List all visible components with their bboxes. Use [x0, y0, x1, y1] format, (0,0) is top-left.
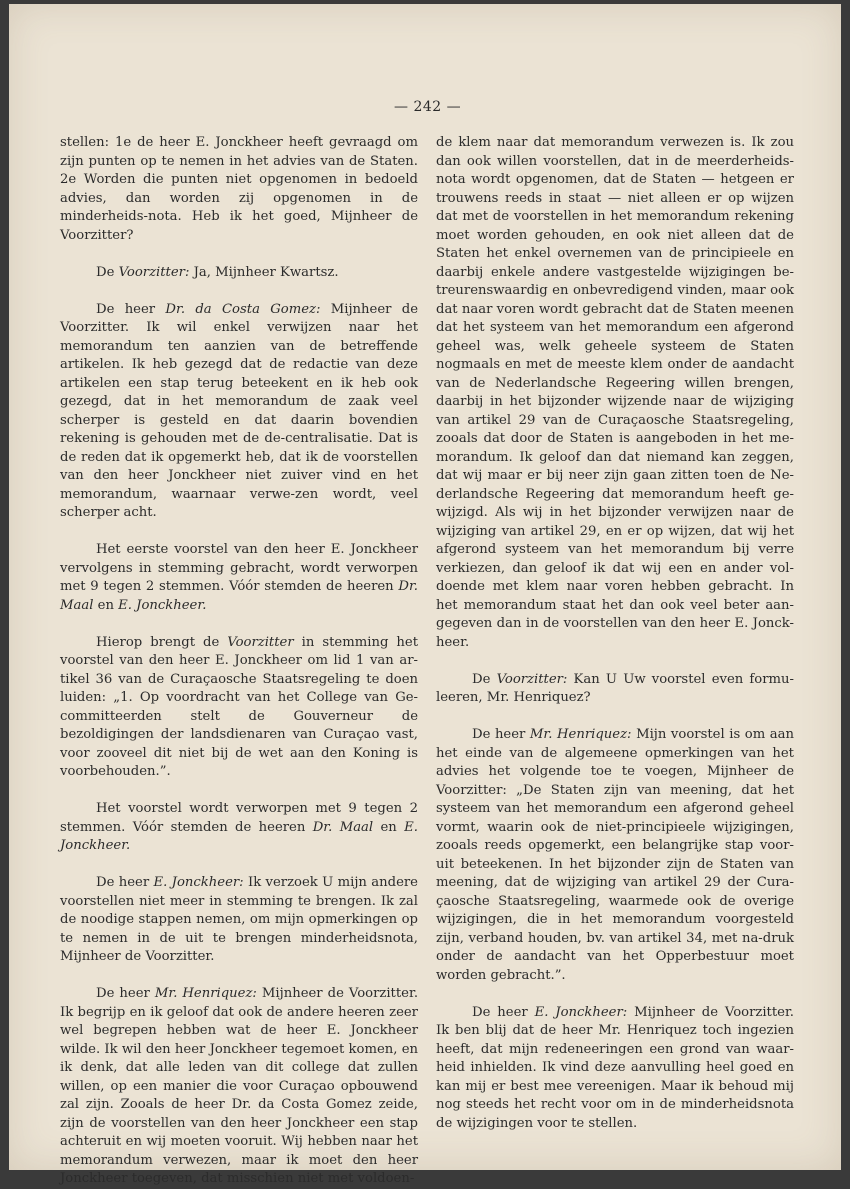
paragraph: stellen: 1e de heer E. Jonckheer heeft gevraagd om zijn punten op te nemen in het advies van de Staten. 2e Worden die punten niet opgenomen in bedoeld advies, dan worden zij opgenomen in de minderheids-nota. Heb ik het goed, Mijnheer de Voorzitter?	[60, 135, 418, 243]
voter-name: E. Jonckheer.	[118, 597, 207, 613]
speaker-name: E. Jonckheer:	[534, 1004, 628, 1020]
paragraph: de klem naar dat memorandum verwezen is. Ik zou dan ook willen voorstellen, dat in de meerderheids-nota wordt opgenomen, dat de Staten — hetgeen er trouwens reeds in staat — niet alleen er op wijzen dat met de voorstellen in het memorandum rekening moet worden gehouden, en ook niet alleen dat de Staten het enkel overnemen van de principieele en daarbij enkele andere vastgestelde wijzigingen be-treurenswaardig en onbevredigend vinden, maar ook dat naar voren wordt gebracht dat de Staten meenen dat het systeem van het memorandum een afgerond geheel was, welk geheele systeem de Staten nogmaals en met de meeste klem onder de aandacht van de Nederlandsche Regeering willen brengen, daarbij in het bijzonder wijzende naar de wijziging van artikel 29 van de Curaçaosche Staatsregeling, zooals dat door de Staten is aangeboden in het me-morandum. Ik geloof dan dat niemand kan zeggen, dat wij maar er bij neer zijn gaan zitten toen de Ne-derlandsche Regeering dat memorandum heeft ge-wijzigd. Als wij in het bijzonder verwijzen naar de wijziging van artikel 29, en er op wijzen, dat wij het afgerond systeem van het memorandum bij verre verkiezen, dan geloof ik dat wij een en ander vol-doende met klem naar voren hebben gebracht. In het memorandum staat het dan ook veel beter aan-gegeven dan in de voorstellen van den heer E. Jonck-heer.	[436, 135, 794, 650]
paragraph: De heer Mr. Henriquez: Mijn voorstel is om aan het einde van de algemeene opmerkingen van het advies het volgende toe te voegen, Mijnheer de Voorzitter: „De Staten zijn van meening, dat het systeem van het memorandum een afgerond geheel vormt, waarin ook de niet-principieele wijzigingen, zooals reeds opgemerkt, een belangrijke stap voor-uit beteekenen. In het bijzonder zijn de Staten van meening, dat de wijziging van artikel 29 der Cura-çaosche Staatsregeling, waarmede ook de overige wijzigingen, die in het memorandum voorgesteld zijn, verband houden, bv. van artikel 34, met na-druk onder de aandacht van het Opperbestuur moet worden gebracht.”.	[436, 727, 794, 983]
paragraph: Het voorstel wordt verworpen met 9 tegen 2 stemmen. Vóór stemden de heeren Dr. Maal en E. Jonckheer.	[60, 801, 418, 853]
paragraph: Hierop brengt de Voorzitter in stemming het voorstel van den heer E. Jonckheer om lid 1 van ar-tikel 36 van de Curaçaosche Staatsregeling te doen luiden: „1. Op voordracht van het College van Ge-committeerden stelt de Gouverneur de bezoldigingen der landsdienaren van Curaçao vast, voor zooveel dit niet bij de wet aan den Koning is voorbehouden.”.	[60, 634, 418, 779]
paragraph: De heer E. Jonckheer: Mijnheer de Voorzitter. Ik ben blij dat de heer Mr. Henriquez toch ingezien heeft, dat mijn redeneeringen een grond van waar-heid inhielden. Ik vind deze aanvulling heel goed en kan mij er best mee vereenigen. Maar ik behoud mij nog steeds het recht voor om in de minderheidsnota de wijzigingen voor te stellen.	[436, 1004, 794, 1131]
speaker-name: Mr. Henriquez:	[529, 727, 632, 742]
speaker-name: Voorzitter:	[118, 264, 190, 280]
paragraph: De heer E. Jonckheer: Ik verzoek U mijn andere voorstellen niet meer in stemming te brengen. Ik zal de noodige stappen nemen, om mijn opmerkingen op te nemen in de uit te brengen minderheidsnota, Mijnheer de Voorzitter.	[60, 875, 418, 964]
paragraph: De Voorzitter: Ja, Mijnheer Kwartsz.	[96, 264, 339, 280]
voter-name: Dr. Maal	[60, 579, 418, 613]
speaker-name: Voorzitter	[227, 634, 294, 650]
voter-name: Dr. Maal	[312, 819, 374, 835]
left-column	[60, 134, 418, 1189]
paragraph: Het eerste voorstel van den heer E. Jonckheer vervolgens in stemming gebracht, wordt verworpen met 9 tegen 2 stemmen. Vóór stemden de heeren Dr. Maal en E. Jonckheer.	[60, 542, 418, 613]
speaker-name: E. Jonckheer:	[153, 875, 244, 890]
voter-name: E. Jonckheer.	[60, 819, 418, 853]
page-number: — 242 —	[394, 99, 462, 115]
right-column	[436, 134, 794, 1133]
speaker-name: Voorzitter:	[496, 671, 568, 687]
speaker-name: Mr. Henriquez:	[154, 986, 257, 1001]
paragraph: De heer Mr. Henriquez: Mijnheer de Voorzitter. Ik begrijp en ik geloof dat ook de andere heeren zeer wel begrepen hebben wat de heer E. Jonckheer wilde. Ik wil den heer Jonckheer tegemoet komen, en ik denk, dat alle leden van dit college dat zullen willen, op een manier die voor Curaçao opbouwend zal zijn. Zooals de heer Dr. da Costa Gomez zeide, zijn de voorstellen van den heer Jonckheer een stap achteruit en wij moeten vooruit. Wij hebben naar het memorandum verwezen, maar ik moet den heer Jonckheer toegeven, dat misschien niet met voldoen-	[60, 986, 419, 1186]
paragraph: De Voorzitter: Kan U Uw voorstel even formu-leeren, Mr. Henriquez?	[436, 671, 794, 705]
speaker-name: Dr. da Costa Gomez:	[165, 301, 321, 317]
document-page	[9, 4, 841, 1186]
paragraph: De heer Dr. da Costa Gomez: Mijnheer de Voorzitter. Ik wil enkel verwijzen naar het memorandum ten aanzien van de betreffende artikelen. Ik heb gezegd dat de redactie van deze artikelen een stap terug beteekent en ik heb ook gezegd, dat in het memorandum de zaak veel scherper is gesteld en dat daarin bovendien rekening is gehouden met de de-centralisatie. Dat is de reden dat ik opgemerkt heb, dat ik de voorstellen van den heer Jonckheer niet zuiver vind en het memorandum, waarnaar verwe-zen wordt, veel scherper acht.	[60, 301, 419, 520]
